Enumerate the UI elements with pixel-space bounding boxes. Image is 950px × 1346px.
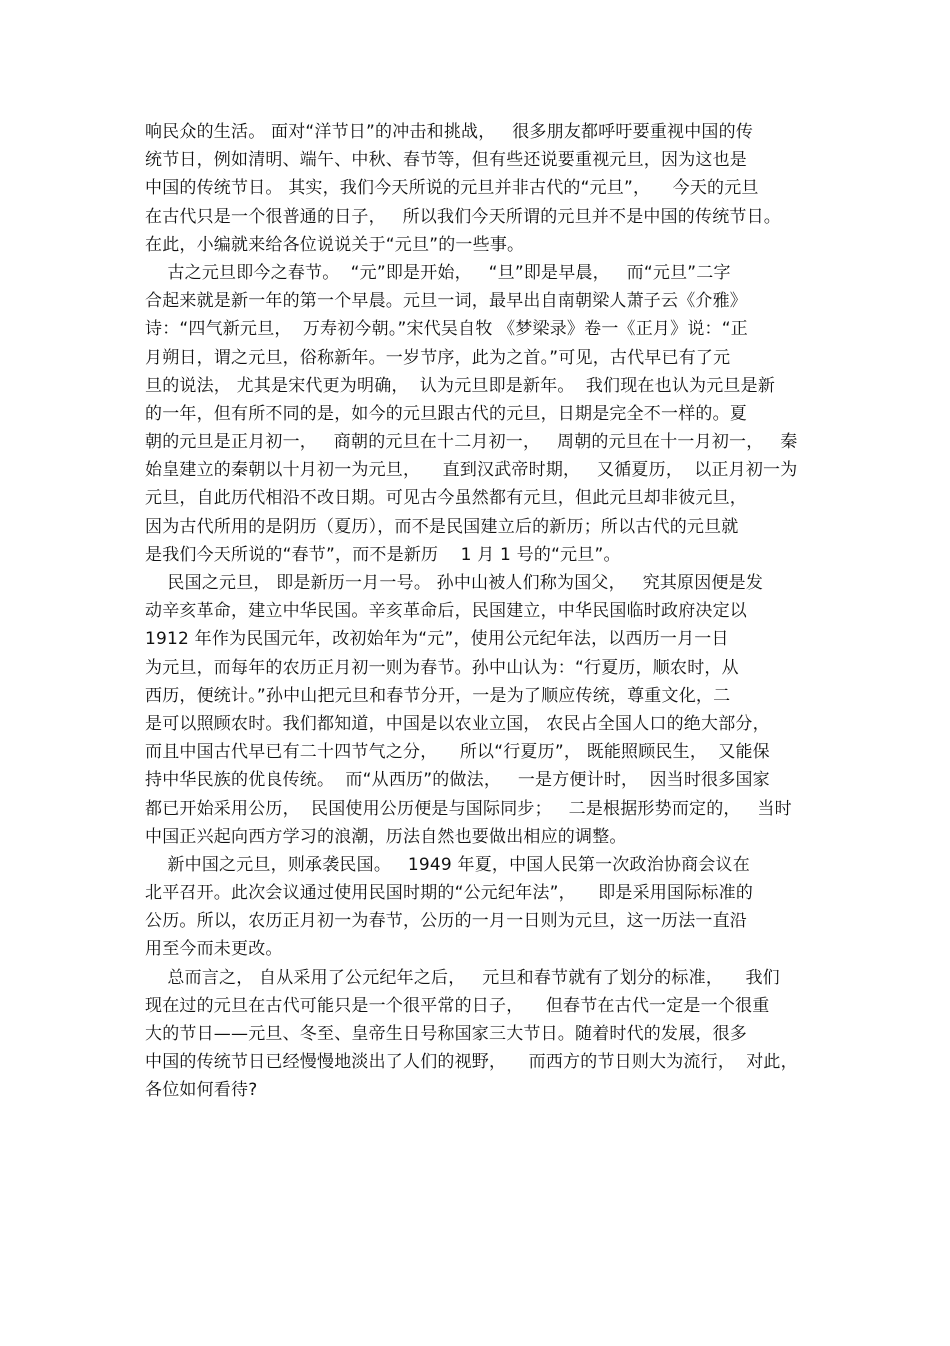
text-line: 各位如何看待? [145,1080,258,1101]
text-line: 新中国之元旦，则承袭民国。 1949 年夏，中国人民第一次政治协商会议在 [145,854,750,875]
text-line: 中国正兴起向西方学习的浪潮，历法自然也要做出相应的调整。 [145,826,627,847]
text-line: 中国的传统节日已经慢慢地淡出了人们的视野， 而西方的节日则大为流行， 对此， [145,1052,798,1073]
text-line: 北平召开。此次会议通过使用民国时期的“公元纪年法”， 即是采用国际标准的 [145,883,754,904]
text-line: 而且中国古代早已有二十四节气之分， 所以“行夏历”， 既能照顾民生， 又能保 [145,742,770,763]
article-body [145,118,825,1105]
text-line: 的一年，但有所不同的是，如今的元旦跟古代的元旦，日期是完全不一样的。夏 [145,403,747,424]
text-line: 中国的传统节日。 其实，我们今天所说的元旦并非古代的“元旦”， 今天的元旦 [145,178,759,199]
text-line: 旦的说法， 尤其是宋代更为明确， 认为元旦即是新年。 我们现在也认为元旦是新 [145,375,776,396]
text-line: 现在过的元旦在古代可能只是一个很平常的日子， 但春节在古代一定是一个很重 [145,995,770,1016]
text-line: 民国之元旦， 即是新历一月一号。 孙中山被人们称为国父， 究其原因便是发 [145,573,764,593]
text-line: 月朔日，谓之元旦，俗称新年。一岁节序，此为之首。”可见，古代早已有了元 [145,347,731,368]
text-line: 在古代只是一个很普通的日子， 所以我们今天所谓的元旦并不是中国的传统节日。 [145,206,782,227]
text-line: 响民众的生活。 面对“洋节日”的冲击和挑战， 很多朋友都呼吁要重视中国的传 [145,122,754,142]
text-line: 古之元旦即今之春节。 “元”即是开始， “旦”即是早晨， 而“元旦”二字 [145,262,731,283]
text-line: 公历。所以，农历正月初一为春节，公历的一月一日则为元旦，这一历法一直沿 [145,911,747,932]
text-line: 朝的元旦是正月初一， 商朝的元旦在十二月初一， 周朝的元旦在十一月初一， 秦 [145,432,798,453]
text-line: 为元旦，而每年的农历正月初一则为春节。孙中山认为：“行夏历，顺农时，从 [145,657,739,678]
text-line: 用至今而未更改。 [145,939,283,960]
text-line: 都已开始采用公历， 民国使用公历便是与国际同步； 二是根据形势而定的， 当时 [145,798,792,819]
text-line: 大的节日——元旦、冬至、皇帝生日号称国家三大节日。随着时代的发展，很多 [145,1024,747,1044]
text-line: 是可以照顾农时。我们都知道，中国是以农业立国， 农民占全国人口的绝大部分， [145,713,770,734]
text-line: 西历，便统计。”孙中山把元旦和春节分开，一是为了顺应传统，尊重文化，二 [145,685,731,706]
text-line: 因为古代所用的是阴历（夏历），而不是民国建立后的新历；所以古代的元旦就 [145,516,739,537]
text-line: 动辛亥革命，建立中华民国。辛亥革命后，民国建立，中华民国临时政府决定以 [145,601,747,622]
text-line: 合起来就是新一年的第一个早晨。元旦一词，最早出自南朝梁人萧子云《介雅》 [145,291,747,312]
text-line: 总而言之， 自从采用了公元纪年之后， 元旦和春节就有了划分的标准， 我们 [145,967,780,988]
text-line: 诗：“四气新元旦， 万寿初今朝。”宋代吴自牧 《梦梁录》卷一《正月》说：“正 [145,319,748,340]
text-line: 持中华民族的优良传统。 而“从西历”的做法， 一是方便计时， 因当时很多国家 [145,770,770,791]
text-line: 统节日，例如清明、端午、中秋、春节等，但有些还说要重视元旦，因为这也是 [145,150,747,171]
text-line: 1912 年作为民国元年，改初始年为“元”，使用公元纪年法，以西历一月一日 [145,629,729,650]
text-line: 元旦，自此历代相沿不改日期。可见古今虽然都有元旦，但此元旦却非彼元旦， [145,488,747,509]
text-line: 在此，小编就来给各位说说关于“元旦”的一些事。 [145,234,525,255]
text-line: 始皇建立的秦朝以十月初一为元旦， 直到汉武帝时期， 又循夏历， 以正月初一为 [145,460,798,481]
text-line: 是我们今天所说的“春节”，而不是新历 1 月 1 号的“元旦”。 [145,544,621,565]
